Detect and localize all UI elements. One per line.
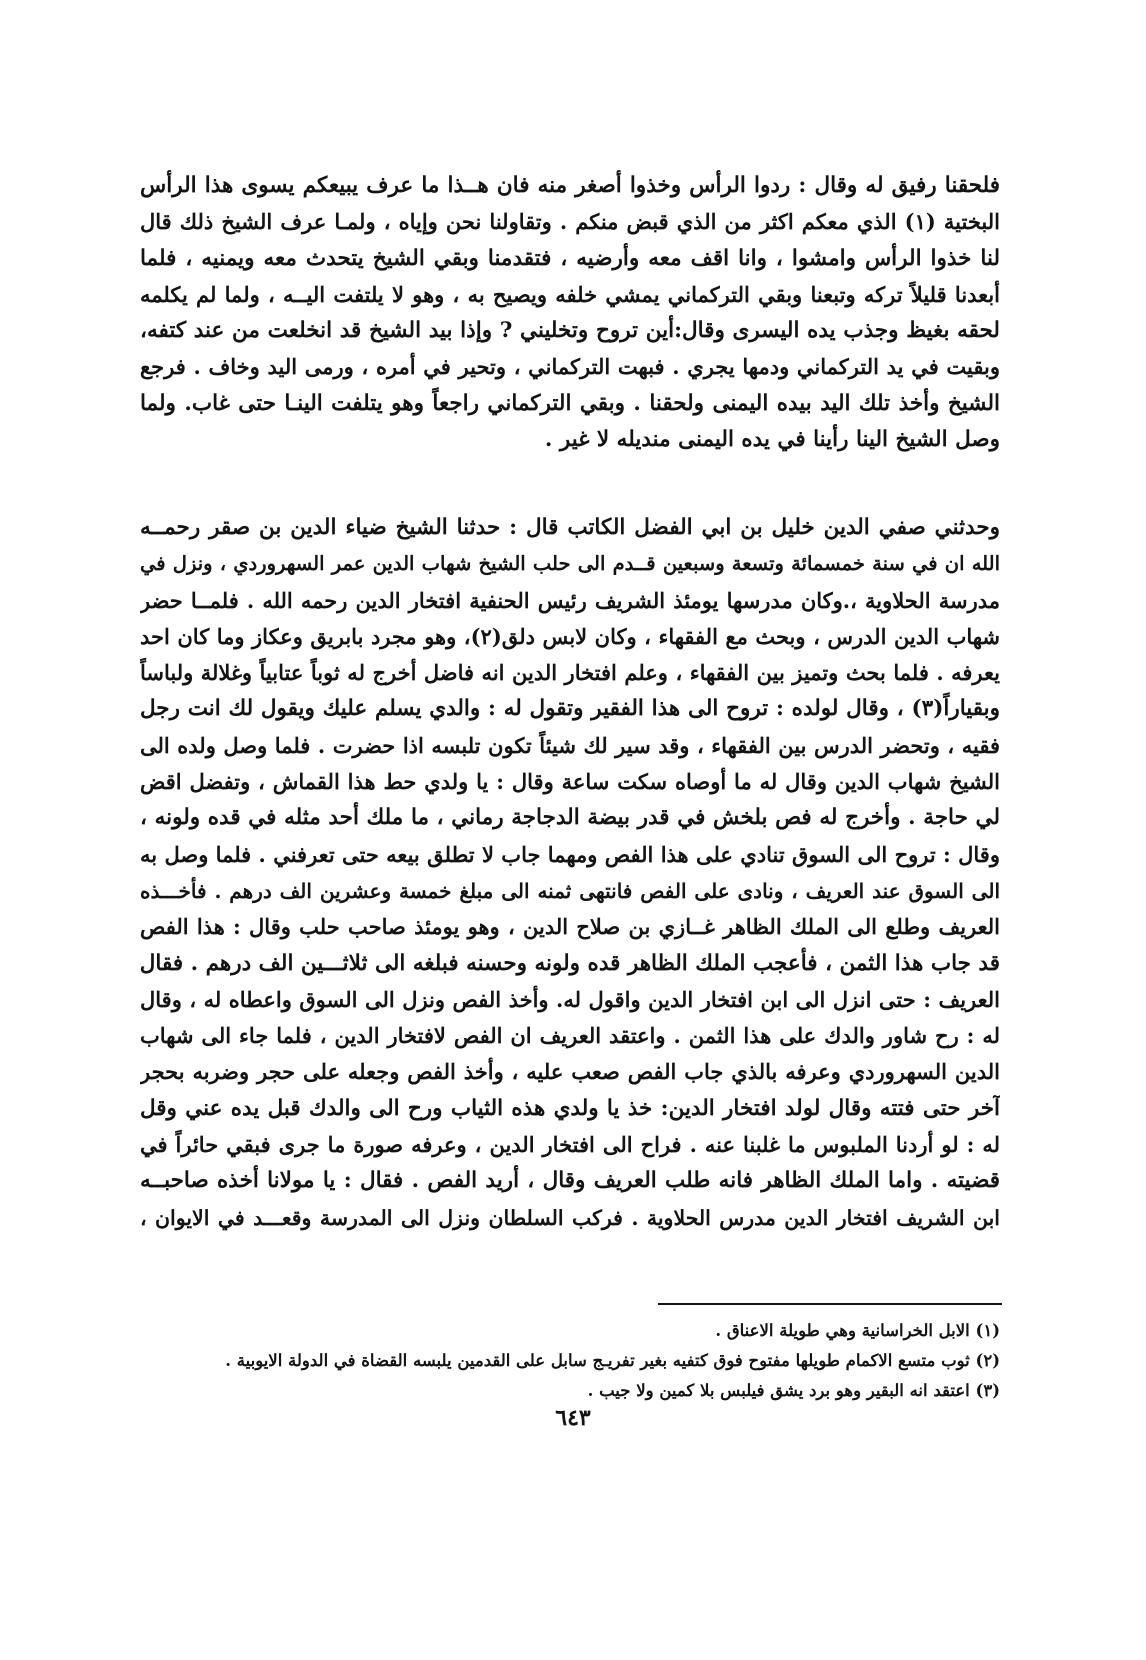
page-number: ٦٤٣	[555, 1405, 591, 1431]
text-line: وبقياراً(٣) ، وقال لولده : تروح الى هذا الفقير وتقول له : والدي يسلم عليك ويقول لك انت رجل	[140, 696, 1000, 722]
text-line: لنا خذوا الرأس وامشوا ، وانا اقف معه وأرضيه ، فتقدمنا وبقي الشيخ يتحدث معه ويمنيه ، فلما	[140, 245, 1000, 271]
text-line: قد جاب هذا الثمن ، فأعجب الملك الظاهر قده ولونه وحسنه فبلغه الى ثلاثـــين الف درهم . فقال	[140, 950, 1000, 976]
text-line: الشيخ وأخذ تلك اليد بيده اليمنى ولحقنا . وبقي التركماني راجعاً وهو يتلفت الينـا حتى غاب. ولما	[140, 390, 1000, 416]
text-line: شهاب الدين الدرس ، وبحث مع الفقهاء ، وكان لابس دلق(٢)، وهو مجرد بابريق وعكاز وما كان احد	[140, 623, 1000, 649]
footnote-1: (١) الابل الخراسانية وهي طويلة الاعناق .	[715, 1321, 1000, 1340]
text-line: الى السوق عند العريف ، ونادى على الفص فانتهى ثمنه الى مبلغ خمسة وعشرين الف درهم . فأخـــذه	[140, 878, 1000, 903]
text-line: لي حاجة . وأخرج له فص بلخش في قدر بيضة الدجاجة رماني ، ما ملك أحد مثله في قده ولونه ،	[140, 805, 1000, 831]
text-line: وصل الشيخ الينا رأينا في يده اليمنى منديله لا غير .	[544, 427, 1000, 453]
paragraph-2	[140, 510, 1000, 1236]
footnote-2: (٢) ثوب متسع الاكمام طويلها مفتوح فوق كتفيه بغير تفريـج سابل على القدمين يلبسه القضاة في الدولة الايوبية .	[225, 1351, 1000, 1370]
paragraph-1	[140, 168, 1000, 458]
text-line: له : رح شاور والدك على هذا الثمن . واعتقد العريف ان الفص لافتخار الدين ، فلما جاء الى شهاب	[140, 1023, 1000, 1049]
text-line: مدرسة الحلاوية ،.وكان مدرسها يومئذ الشريف رئيس الحنفية افتخار الدين رحمه الله . فلمــا حضر	[140, 587, 1000, 613]
footnotes	[200, 1316, 1000, 1406]
text-line: وبقيت في يد التركماني ودمها يجري . فبهت التركماني ، وتحير في أمره ، ورمى اليد وخاف . فرجع	[140, 354, 1000, 380]
text-line: يعرفه . فلما بحث وتميز بين الفقهاء ، وعلم افتخار الدين انه فاضل أخرج له ثوباً عتابياً وغلالة ولباساً	[140, 660, 1000, 686]
text-line: وقال : تروح الى السوق تنادي على هذا الفص ومهما جاب لا تطلق بيعه حتى تعرفني . فلما وصل به	[140, 841, 1000, 867]
text-line: آخر حتى فتته وقال لولد افتخار الدين: خذ يا ولدي هذه الثياب ورح الى والدك قبل يده عني وقل	[140, 1095, 1000, 1121]
text-line: الله ان في سنة خمسمائة وتسعة وسبعين قــدم الى حلب الشيخ شهاب الدين عمر السهروردي ، ونزل في	[140, 552, 1000, 576]
text-line: له : لو أردنا الملبوس ما غلبنا عنه . فراح الى افتخار الدين ، وعرفه صورة ما جرى فبقي حائراً في	[140, 1132, 1000, 1158]
text-line: الشيخ شهاب الدين وقال له ما أوصاه سكت ساعة وقال : يا ولدي حط هذا القماش ، وتفضل اقض	[140, 769, 1000, 795]
text-line: أبعدنا قليلاً تركه وتبعنا وبقي التركماني يمشي خلفه ويصيح به ، وهو لا يلتفت اليــه ، ولما لم يكلمه	[140, 281, 1000, 307]
text-line: البختية (١) الذي معكم اكثر من الذي قبض منكم . وتقاولنا نحن وإياه ، ولمـا عرف الشيخ ذلك قال	[140, 209, 1000, 235]
text-line: العريف وطلع الى الملك الظاهر غــازي بن صلاح الدين ، وهو يومئذ صاحب حلب وقال : هذا الفص	[140, 914, 1000, 940]
text-line: فقيه ، وتحضر الدرس بين الفقهاء ، وقد سير لك شيئاً تكون تلبسه اذا حضرت . فلما وصل ولده الى	[140, 732, 1000, 758]
text-line: فلحقنا رفيق له وقال : ردوا الرأس وخذوا أصغر منه فان هــذا ما عرف يبيعكم يسوى هذا الرأس	[140, 173, 1000, 198]
text-line: العريف : حتى انزل الى ابن افتخار الدين واقول له. وأخذ الفص ونزل الى السوق واعطاه له ، وقال	[140, 986, 1000, 1012]
footnote-divider	[658, 1303, 1002, 1305]
text-line: لحقه بغيظ وجذب يده اليسرى وقال:أين تروح وتخليني ? وإذا بيد الشيخ قد انخلعت من عند كتفه،	[140, 318, 1000, 344]
text-line: قضيته . واما الملك الظاهر فانه طلب العريف وقال ، أريد الفص . فقال : يا مولانا أخذه صاحبــه	[140, 1168, 1000, 1194]
text-line: الدين السهروردي وعرفه بالذي جاب الفص صعب عليه ، وأخذ الفص وجعله على حجر وضربه بحجر	[140, 1059, 1000, 1085]
text-line: وحدثني صفي الدين خليل بن ابي الفضل الكاتب قال : حدثنا الشيخ ضياء الدين بن صقر رحمــه	[140, 515, 1000, 540]
footnote-3: (٣) اعتقد انه البقير وهو برد يشق فيلبس بلا كمين ولا جيب .	[587, 1381, 1000, 1400]
text-line: ابن الشريف افتخار الدين مدرس الحلاوية . فركب السلطان ونزل الى المدرسة وقعـــد في الايوان ،	[140, 1205, 1000, 1230]
